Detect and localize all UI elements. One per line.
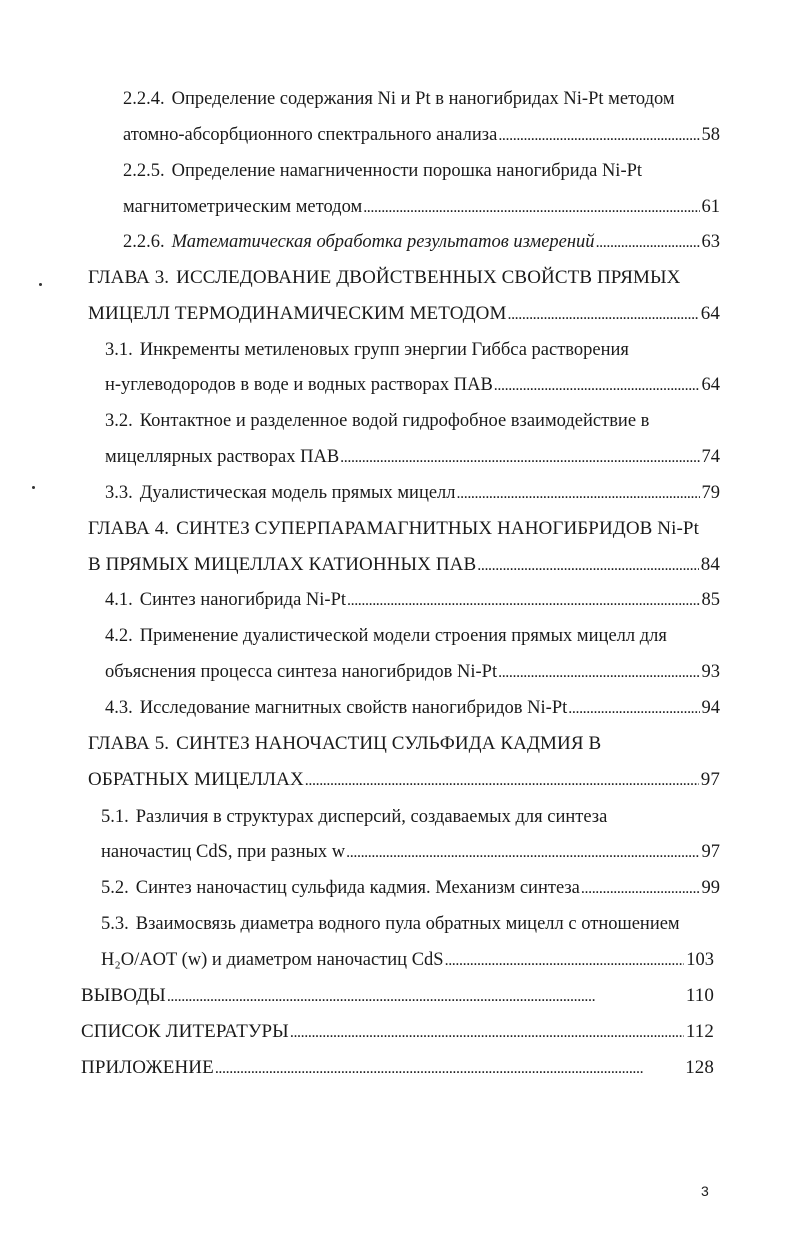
toc-entry-title: Определение намагниченности порошка наногибрида Ni-Pt (171, 161, 643, 181)
toc-chapter-title: СИНТЕЗ НАНОЧАСТИЦ СУЛЬФИДА КАДМИЯ В (176, 733, 602, 754)
toc-entry-5-1-line2 (101, 841, 720, 864)
toc-entry-2-2-5-line2 (123, 196, 720, 219)
toc-entry-number: 2.2.6. (123, 232, 165, 252)
toc-chapter-4-line2 (88, 554, 720, 577)
toc-entry-number: 5.1. (101, 807, 129, 827)
toc-appendix (81, 1057, 714, 1080)
page-number: 3 (701, 1183, 709, 1199)
dot-leader (167, 985, 684, 1008)
toc-page-number: 99 (701, 878, 720, 898)
toc-page-number: 97 (700, 769, 720, 790)
toc-entry-3-2-line1 (105, 410, 649, 432)
toc-entry-number: 4.1. (105, 590, 133, 610)
toc-entry-2-2-4-line2 (123, 124, 720, 147)
toc-entry-number: 2.2.4. (123, 89, 165, 109)
toc-entry-number: 3.3. (105, 483, 133, 503)
toc-entry-title-cont: мицеллярных растворах ПАВ (105, 447, 340, 467)
toc-entry-title-cont: объяснения процесса синтеза наногибридов Ni-Pt (105, 662, 498, 682)
toc-entry-2-2-4-line1 (123, 88, 675, 110)
toc-entry-4-2-line2 (105, 661, 720, 684)
toc-section-title: ВЫВОДЫ (81, 985, 166, 1006)
toc-entry-title-cont: наночастиц CdS, при разных w (101, 842, 346, 862)
toc-entry-number: 3.1. (105, 340, 133, 360)
toc-chapter-3-line2 (88, 303, 720, 326)
toc-entry-2-2-6 (123, 231, 720, 254)
toc-page-number: 103 (686, 950, 714, 970)
toc-page-number: 93 (701, 662, 720, 682)
toc-entry-title-cont: магнитометрическим методом (123, 197, 363, 217)
dot-leader (346, 841, 699, 864)
toc-entry-number: 5.2. (101, 878, 129, 898)
toc-entry-3-1-line1 (105, 339, 629, 361)
toc-entry-number: 5.3. (101, 914, 129, 934)
toc-entry-number: 4.3. (105, 698, 133, 718)
toc-entry-4-1 (105, 589, 720, 612)
toc-entry-title: Применение дуалистической модели строения прямых мицелл для (139, 626, 667, 646)
dot-leader (581, 877, 700, 900)
toc-page-number: 84 (700, 554, 720, 575)
toc-page-number: 79 (701, 483, 720, 503)
dot-leader (215, 1057, 683, 1080)
toc-chapter-title: ИССЛЕДОВАНИЕ ДВОЙСТВЕННЫХ СВОЙСТВ ПРЯМЫХ (176, 267, 681, 288)
toc-chapter-5-line1 (88, 733, 601, 755)
toc-chapter-title-cont: МИЦЕЛЛ ТЕРМОДИНАМИЧЕСКИМ МЕТОДОМ (88, 303, 507, 324)
toc-entry-title: Определение содержания Ni и Pt в наногибридах Ni-Pt методом (171, 89, 675, 109)
dot-leader (596, 231, 700, 254)
toc-entry-3-2-line2 (105, 446, 720, 469)
toc-entry-title: Математическая обработка результатов измерений (171, 232, 595, 252)
toc-page-number: 110 (685, 985, 714, 1006)
toc-entry-title-cont: н-углеводородов в воде и водных растворах ПАВ (105, 375, 493, 395)
toc-page-number: 112 (685, 1021, 714, 1042)
toc-chapter-number: ГЛАВА 3. (88, 267, 170, 288)
dot-leader (363, 196, 699, 219)
dot-leader (498, 661, 699, 684)
toc-chapter-number: ГЛАВА 4. (88, 518, 170, 539)
toc-entry-3-1-line2 (105, 374, 720, 397)
toc-chapter-title-cont: ОБРАТНЫХ МИЦЕЛЛАХ (88, 769, 304, 790)
scan-speck (39, 283, 42, 286)
toc-entry-title: Различия в структурах дисперсий, создаваемых для синтеза (135, 807, 608, 827)
toc-page-number: 64 (700, 303, 720, 324)
toc-page-number: 61 (701, 197, 720, 217)
dot-leader (305, 769, 699, 792)
toc-page-number: 63 (701, 232, 720, 252)
toc-entry-5-1-line1 (101, 806, 607, 828)
toc-entry-title: Контактное и разделенное водой гидрофобное взаимодействие в (139, 411, 650, 431)
dot-leader (498, 124, 699, 147)
dot-leader (457, 482, 700, 505)
toc-chapter-3-line1 (88, 267, 681, 289)
toc-chapter-title-cont: В ПРЯМЫХ МИЦЕЛЛАХ КАТИОННЫХ ПАВ (88, 554, 477, 575)
dot-leader (494, 374, 700, 397)
toc-page-number: 97 (701, 842, 720, 862)
toc-entry-title: Синтез наногибрида Ni-Pt (139, 590, 346, 610)
dot-leader (568, 697, 699, 720)
dot-leader (477, 554, 699, 577)
toc-page-number: 85 (701, 590, 720, 610)
toc-entry-title-cont: H₂O/AOT (w) и диаметром наночастиц CdS (101, 950, 444, 970)
dot-leader (347, 589, 700, 612)
toc-entry-5-3-line2 (101, 949, 714, 972)
toc-entry-title: Взаимосвязь диаметра водного пула обратных мицелл с отношением (135, 914, 680, 934)
toc-entry-number: 3.2. (105, 411, 133, 431)
toc-chapter-number: ГЛАВА 5. (88, 733, 170, 754)
toc-chapter-title: СИНТЕЗ СУПЕРПАРАМАГНИТНЫХ НАНОГИБРИДОВ Ni-Pt (176, 518, 699, 539)
toc-entry-title: Синтез наночастиц сульфида кадмия. Механизм синтеза (135, 878, 580, 898)
toc-page-number: 58 (701, 125, 720, 145)
toc-entry-title-cont: атомно-абсорбционного спектрального анализа (123, 125, 498, 145)
toc-section-title: ПРИЛОЖЕНИЕ (81, 1057, 214, 1078)
toc-entry-title: Дуалистическая модель прямых мицелл (139, 483, 456, 503)
toc-conclusions (81, 985, 714, 1008)
toc-page-number: 128 (685, 1057, 714, 1078)
toc-entry-title: Исследование магнитных свойств наногибридов Ni-Pt (139, 698, 568, 718)
toc-entry-5-3-line1 (101, 913, 680, 935)
toc-entry-title: Инкременты метиленовых групп энергии Гиббса растворения (139, 340, 629, 360)
toc-chapter-4-line1 (88, 518, 699, 540)
toc-entry-2-2-5-line1 (123, 160, 642, 182)
toc-section-title: СПИСОК ЛИТЕРАТУРЫ (81, 1021, 289, 1042)
toc-entry-4-2-line1 (105, 625, 667, 647)
toc-page-number: 64 (701, 375, 720, 395)
dot-leader (507, 303, 698, 326)
toc-page-number: 74 (701, 447, 720, 467)
toc-references (81, 1021, 714, 1044)
toc-entry-5-2 (101, 877, 720, 900)
toc-page-number: 94 (701, 698, 720, 718)
dot-leader (445, 949, 685, 972)
dot-leader (290, 1021, 684, 1044)
scan-speck (32, 486, 35, 489)
toc-entry-number: 2.2.5. (123, 161, 165, 181)
toc-entry-3-3 (105, 482, 720, 505)
toc-entry-4-3 (105, 697, 720, 720)
toc-entry-number: 4.2. (105, 626, 133, 646)
toc-chapter-5-line2 (88, 769, 720, 792)
dot-leader (340, 446, 699, 469)
